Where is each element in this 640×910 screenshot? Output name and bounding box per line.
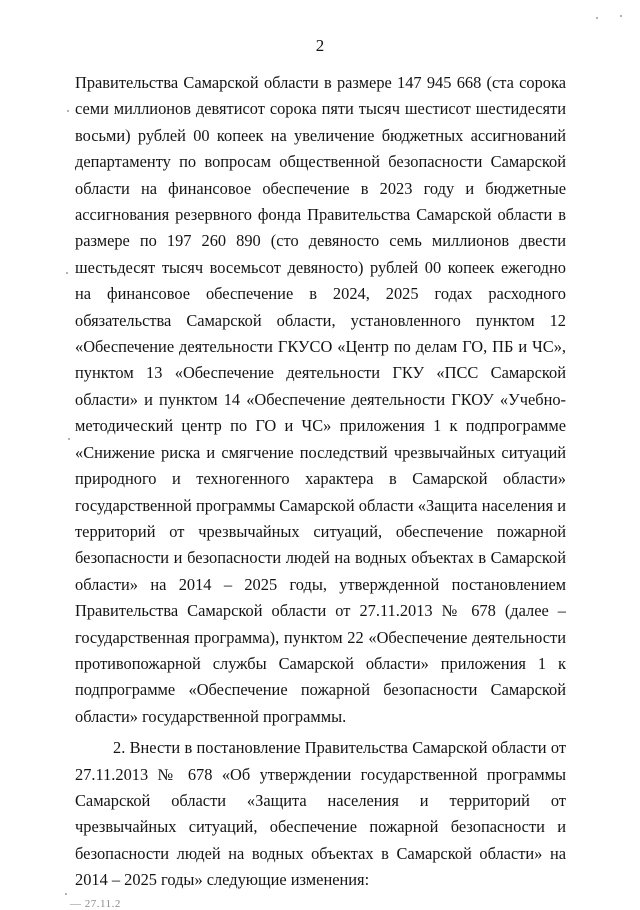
scan-speck bbox=[66, 272, 68, 274]
scan-speck bbox=[65, 893, 67, 895]
footer-fragment: — 27.11.2 bbox=[70, 898, 121, 910]
paragraph-item-2: 2. Внести в постановление Правительства Самарской области от 27.11.2013 № 678 «Об утверждении государственной программы Самарской области «Защита населения и территорий от чрезвычайных ситуаций, обеспечение пожарной безопасности и безопасности людей на водных объектах в Самарской области» на 2014 – 2025 годы» следующие изменения: bbox=[75, 738, 566, 890]
scan-speck bbox=[620, 15, 622, 17]
document-body bbox=[75, 70, 566, 894]
paragraph-continuation: Правительства Самарской области в размере 147 945 668 (ста сорока семи миллионов девятисот сорока пяти тысяч шестисот шестидесяти восьми) рублей 00 копеек на увеличение бюджетных ассигнований департаменту по вопросам общественной безопасности Самарской области на финансовое обеспечение в 2023 году и бюджетные ассигнования резервного фонда Правительства Самарской области в размере по 197 260 890 (сто девяносто семь миллионов двести шестьдесят тысяч восемьсот девяносто) рублей 00 копеек ежегодно на финансовое обеспечение в 2024, 2025 годах расходного обязательства Самарской области, установленного пунктом 12 «Обеспечение деятельности ГКУСО «Центр по делам ГО, ПБ и ЧС», пунктом 13 «Обеспечение деятельности ГКУ «ПСС Самарской области» и пунктом 14 «Обеспечение деятельности ГКОУ «Учебно-методический центр по ГО и ЧС» приложения 1 к подпрограмме «Снижение риска и смягчение последствий чрезвычайных ситуаций природного и техногенного характера в Самарской области» государственной программы Самарской области «Защита населения и территорий от чрезвычайных ситуаций, обеспечение пожарной безопасности и безопасности людей на водных объектах в Самарской области» на 2014 – 2025 годы, утвержденной постановлением Правительства Самарской области от 27.11.2013 № 678 (далее – государственная программа), пунктом 22 «Обеспечение деятельности противопожарной службы Самарской области» приложения 1 к подпрограмме «Обеспечение пожарной безопасности Самарской области» государственной программы. bbox=[75, 73, 566, 726]
page-number: 2 bbox=[315, 36, 325, 55]
scan-speck bbox=[68, 438, 70, 440]
scan-speck bbox=[596, 17, 598, 19]
scan-speck bbox=[67, 110, 69, 112]
